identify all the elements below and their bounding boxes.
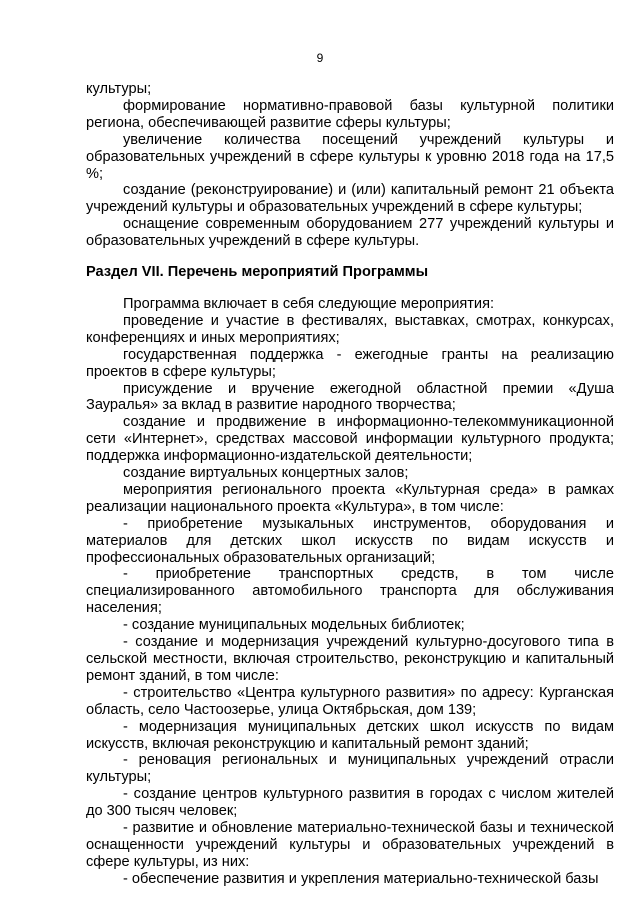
paragraph: культуры; bbox=[86, 81, 152, 97]
paragraph: государственная поддержка - ежегодные гранты на реализацию проектов в сфере культуры; bbox=[86, 346, 614, 380]
list-item: - приобретение транспортных средств, в том числе специализированного автомобильного транспорта для обслуживания населения; bbox=[86, 566, 614, 617]
paragraph: создание виртуальных концертных залов; bbox=[123, 465, 409, 482]
paragraph: оснащение современным оборудованием 277 учреждений культуры и образовательных учреждений в сфере культуры. bbox=[86, 216, 614, 250]
list-item: - строительство «Центра культурного развития» по адресу: Курганская область, село Частоозерье, улица Октябрьская, дом 139; bbox=[86, 684, 614, 718]
paragraph: увеличение количества посещений учреждений культуры и образовательных учреждений в сфере культуры к уровню 2018 года на 17,5 %; bbox=[86, 131, 614, 182]
paragraph: присуждение и вручение ежегодной областной премии «Душа Зауралья» за вклад в развитие народного творчества; bbox=[86, 380, 614, 414]
page-number: 9 bbox=[316, 51, 324, 65]
list-item: - реновация региональных и муниципальных учреждений отрасли культуры; bbox=[86, 752, 614, 786]
section-heading: Раздел VII. Перечень мероприятий Программы bbox=[86, 264, 429, 281]
paragraph: создание и продвижение в информационно-телекоммуникационной сети «Интернет», средствах массовой информации культурного продукта; поддержка информационно-издательской деятельности; bbox=[86, 414, 614, 465]
list-item: - модернизация муниципальных детских школ искусств по видам искусств, включая реконструкцию и капитальный ремонт зданий; bbox=[86, 718, 614, 752]
paragraph: мероприятия регионального проекта «Культурная среда» в рамках реализации национального проекта «Культура», в том числе: bbox=[86, 481, 614, 515]
document-body bbox=[86, 81, 614, 888]
list-item: - создание центров культурного развития в городах с числом жителей до 300 тысяч человек; bbox=[86, 786, 614, 820]
paragraph: проведение и участие в фестивалях, выставках, смотрах, конкурсах, конференциях и иных мероприятиях; bbox=[86, 312, 614, 346]
list-item: - обеспечение развития и укрепления материально-технической базы bbox=[123, 870, 599, 887]
list-item: - создание и модернизация учреждений культурно-досугового типа в сельской местности, включая строительство, реконструкцию и капитальный ремонт зданий, в том числе: bbox=[86, 634, 614, 684]
paragraph: формирование нормативно-правовой базы культурной политики региона, обеспечивающей развитие сферы культуры; bbox=[86, 97, 614, 131]
list-item: - создание муниципальных модельных библиотек; bbox=[123, 617, 465, 634]
paragraph: Программа включает в себя следующие мероприятия: bbox=[123, 295, 495, 312]
list-item: - приобретение музыкальных инструментов, оборудования и материалов для детских школ искусств по видам искусств и профессиональных образовательных организаций; bbox=[86, 515, 614, 566]
list-item: - развитие и обновление материально-технической базы и технической оснащенности учреждений культуры и образовательных учреждений в сфере культуры, из них: bbox=[86, 820, 614, 870]
paragraph: создание (реконструирование) и (или) капитальный ремонт 21 объекта учреждений культуры и образовательных учреждений в сфере культуры; bbox=[86, 182, 614, 216]
